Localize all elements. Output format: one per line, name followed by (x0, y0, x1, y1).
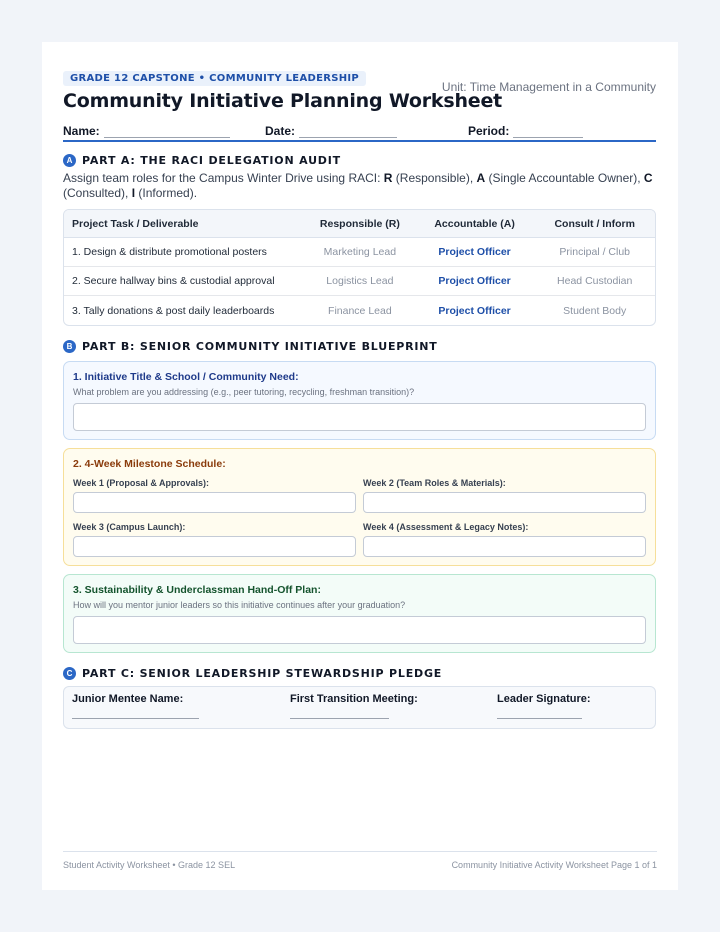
week-3-input[interactable] (73, 536, 356, 557)
part-b-title: PART B: SENIOR COMMUNITY INITIATIVE BLUEPRINT (82, 340, 438, 353)
pledge-box (63, 686, 656, 729)
header-task: Project Task / Deliverable (64, 210, 305, 238)
mentee-name-line[interactable] (72, 718, 199, 719)
period-field[interactable] (468, 124, 583, 138)
part-c-header (63, 667, 656, 680)
accountable-cell: Project Officer (415, 267, 535, 296)
table-row (64, 267, 655, 296)
sustainability-title: 3. Sustainability & Underclassman Hand-Off Plan: (73, 584, 321, 596)
week-1-label: Week 1 (Proposal & Approvals): (73, 478, 210, 488)
intro-text: (Consulted), (63, 186, 132, 200)
week-4-group (363, 522, 646, 557)
footer-left: Student Activity Worksheet • Grade 12 SEL (63, 860, 236, 870)
responsible-cell: Marketing Lead (305, 238, 415, 267)
header-accountable: Accountable (A) (415, 210, 535, 238)
week-1-input[interactable] (73, 492, 356, 513)
intro-key-a: A (476, 171, 486, 185)
consult-cell: Principal / Club (534, 238, 655, 267)
week-3-label: Week 3 (Campus Launch): (73, 522, 186, 532)
week-4-input[interactable] (363, 536, 646, 557)
mentee-name-field[interactable] (72, 693, 290, 728)
header-responsible: Responsible (R) (305, 210, 415, 238)
sustainability-section (63, 574, 656, 653)
leader-signature-field[interactable] (497, 693, 647, 728)
responsible-cell: Logistics Lead (305, 267, 415, 296)
milestone-grid (73, 478, 646, 557)
week-2-label: Week 2 (Team Roles & Materials): (363, 478, 506, 488)
part-a-header (63, 154, 656, 167)
task-cell: 2. Secure hallway bins & custodial approval (64, 267, 305, 296)
task-cell: 3. Tally donations & post daily leaderboards (72, 304, 275, 317)
worksheet-page (42, 42, 678, 890)
period-label: Period: (468, 124, 510, 138)
name-field[interactable] (63, 124, 230, 138)
milestone-schedule-title: 2. 4-Week Milestone Schedule: (73, 458, 226, 470)
task-cell: 1. Design & distribute promotional posters (64, 238, 305, 267)
date-field[interactable] (265, 124, 397, 138)
intro-text: (Responsible), (392, 171, 477, 185)
intro-key-i: I (131, 186, 136, 200)
date-label: Date: (265, 124, 296, 138)
date-line[interactable] (299, 126, 397, 138)
part-a-title: PART A: THE RACI DELEGATION AUDIT (82, 154, 341, 167)
course-tag: GRADE 12 CAPSTONE • COMMUNITY LEADERSHIP (63, 71, 366, 86)
week-4-label: Week 4 (Assessment & Legacy Notes): (363, 522, 529, 532)
mentee-name-label: Junior Mentee Name: (72, 693, 184, 705)
name-label: Name: (63, 124, 100, 138)
week-2-group (363, 478, 646, 513)
raci-table (63, 209, 656, 326)
name-line[interactable] (104, 126, 230, 138)
initiative-need-section (63, 361, 656, 440)
sustainability-input[interactable] (73, 616, 646, 644)
part-c-badge: C (63, 667, 76, 680)
unit-label: Unit: Time Management in a Community (441, 80, 656, 94)
leader-signature-label: Leader Signature: (497, 693, 591, 705)
header-consult-inform: Consult / Inform (534, 210, 655, 238)
consult-cell: Head Custodian (534, 267, 655, 296)
footer-right: Community Initiative Activity Worksheet Page 1 of 1 (451, 860, 657, 870)
part-c-title: PART C: SENIOR LEADERSHIP STEWARDSHIP PLEDGE (82, 667, 443, 680)
initiative-need-title: 1. Initiative Title & School / Community Need: (73, 371, 299, 383)
student-info-row (63, 120, 656, 142)
intro-text: Assign team roles for the Campus Winter Drive using RACI: (63, 171, 384, 185)
milestone-schedule-section (63, 448, 656, 566)
initiative-need-input[interactable] (73, 403, 646, 431)
period-line[interactable] (513, 126, 583, 138)
intro-text: (Single Accountable Owner), (485, 171, 644, 185)
part-b-header (63, 340, 656, 353)
transition-meeting-label: First Transition Meeting: (290, 693, 418, 705)
part-a-badge: A (63, 154, 76, 167)
sustainability-hint: How will you mentor junior leaders so this initiative continues after your graduation? (73, 600, 406, 610)
accountable-cell: Project Officer (438, 304, 511, 317)
week-1-group (73, 478, 356, 513)
intro-text: (Informed). (135, 186, 198, 200)
transition-meeting-line[interactable] (290, 718, 389, 719)
accountable-cell: Project Officer (415, 238, 535, 267)
part-a-instructions (63, 171, 656, 201)
leader-signature-line[interactable] (497, 718, 582, 719)
page-footer (63, 851, 657, 870)
intro-key-c: C (643, 171, 653, 185)
consult-cell: Student Body (563, 304, 627, 317)
table-row (64, 238, 655, 267)
page-title: Community Initiative Planning Worksheet (63, 90, 503, 112)
transition-meeting-field[interactable] (290, 693, 497, 728)
week-2-input[interactable] (363, 492, 646, 513)
part-b-badge: B (63, 340, 76, 353)
table-row (64, 296, 655, 325)
initiative-need-hint: What problem are you addressing (e.g., peer tutoring, recycling, freshman transition)? (73, 387, 415, 397)
raci-header-row (64, 210, 655, 238)
intro-key-r: R (383, 171, 393, 185)
responsible-cell: Finance Lead (328, 304, 392, 317)
worksheet-content (63, 68, 656, 729)
week-3-group (73, 522, 356, 557)
